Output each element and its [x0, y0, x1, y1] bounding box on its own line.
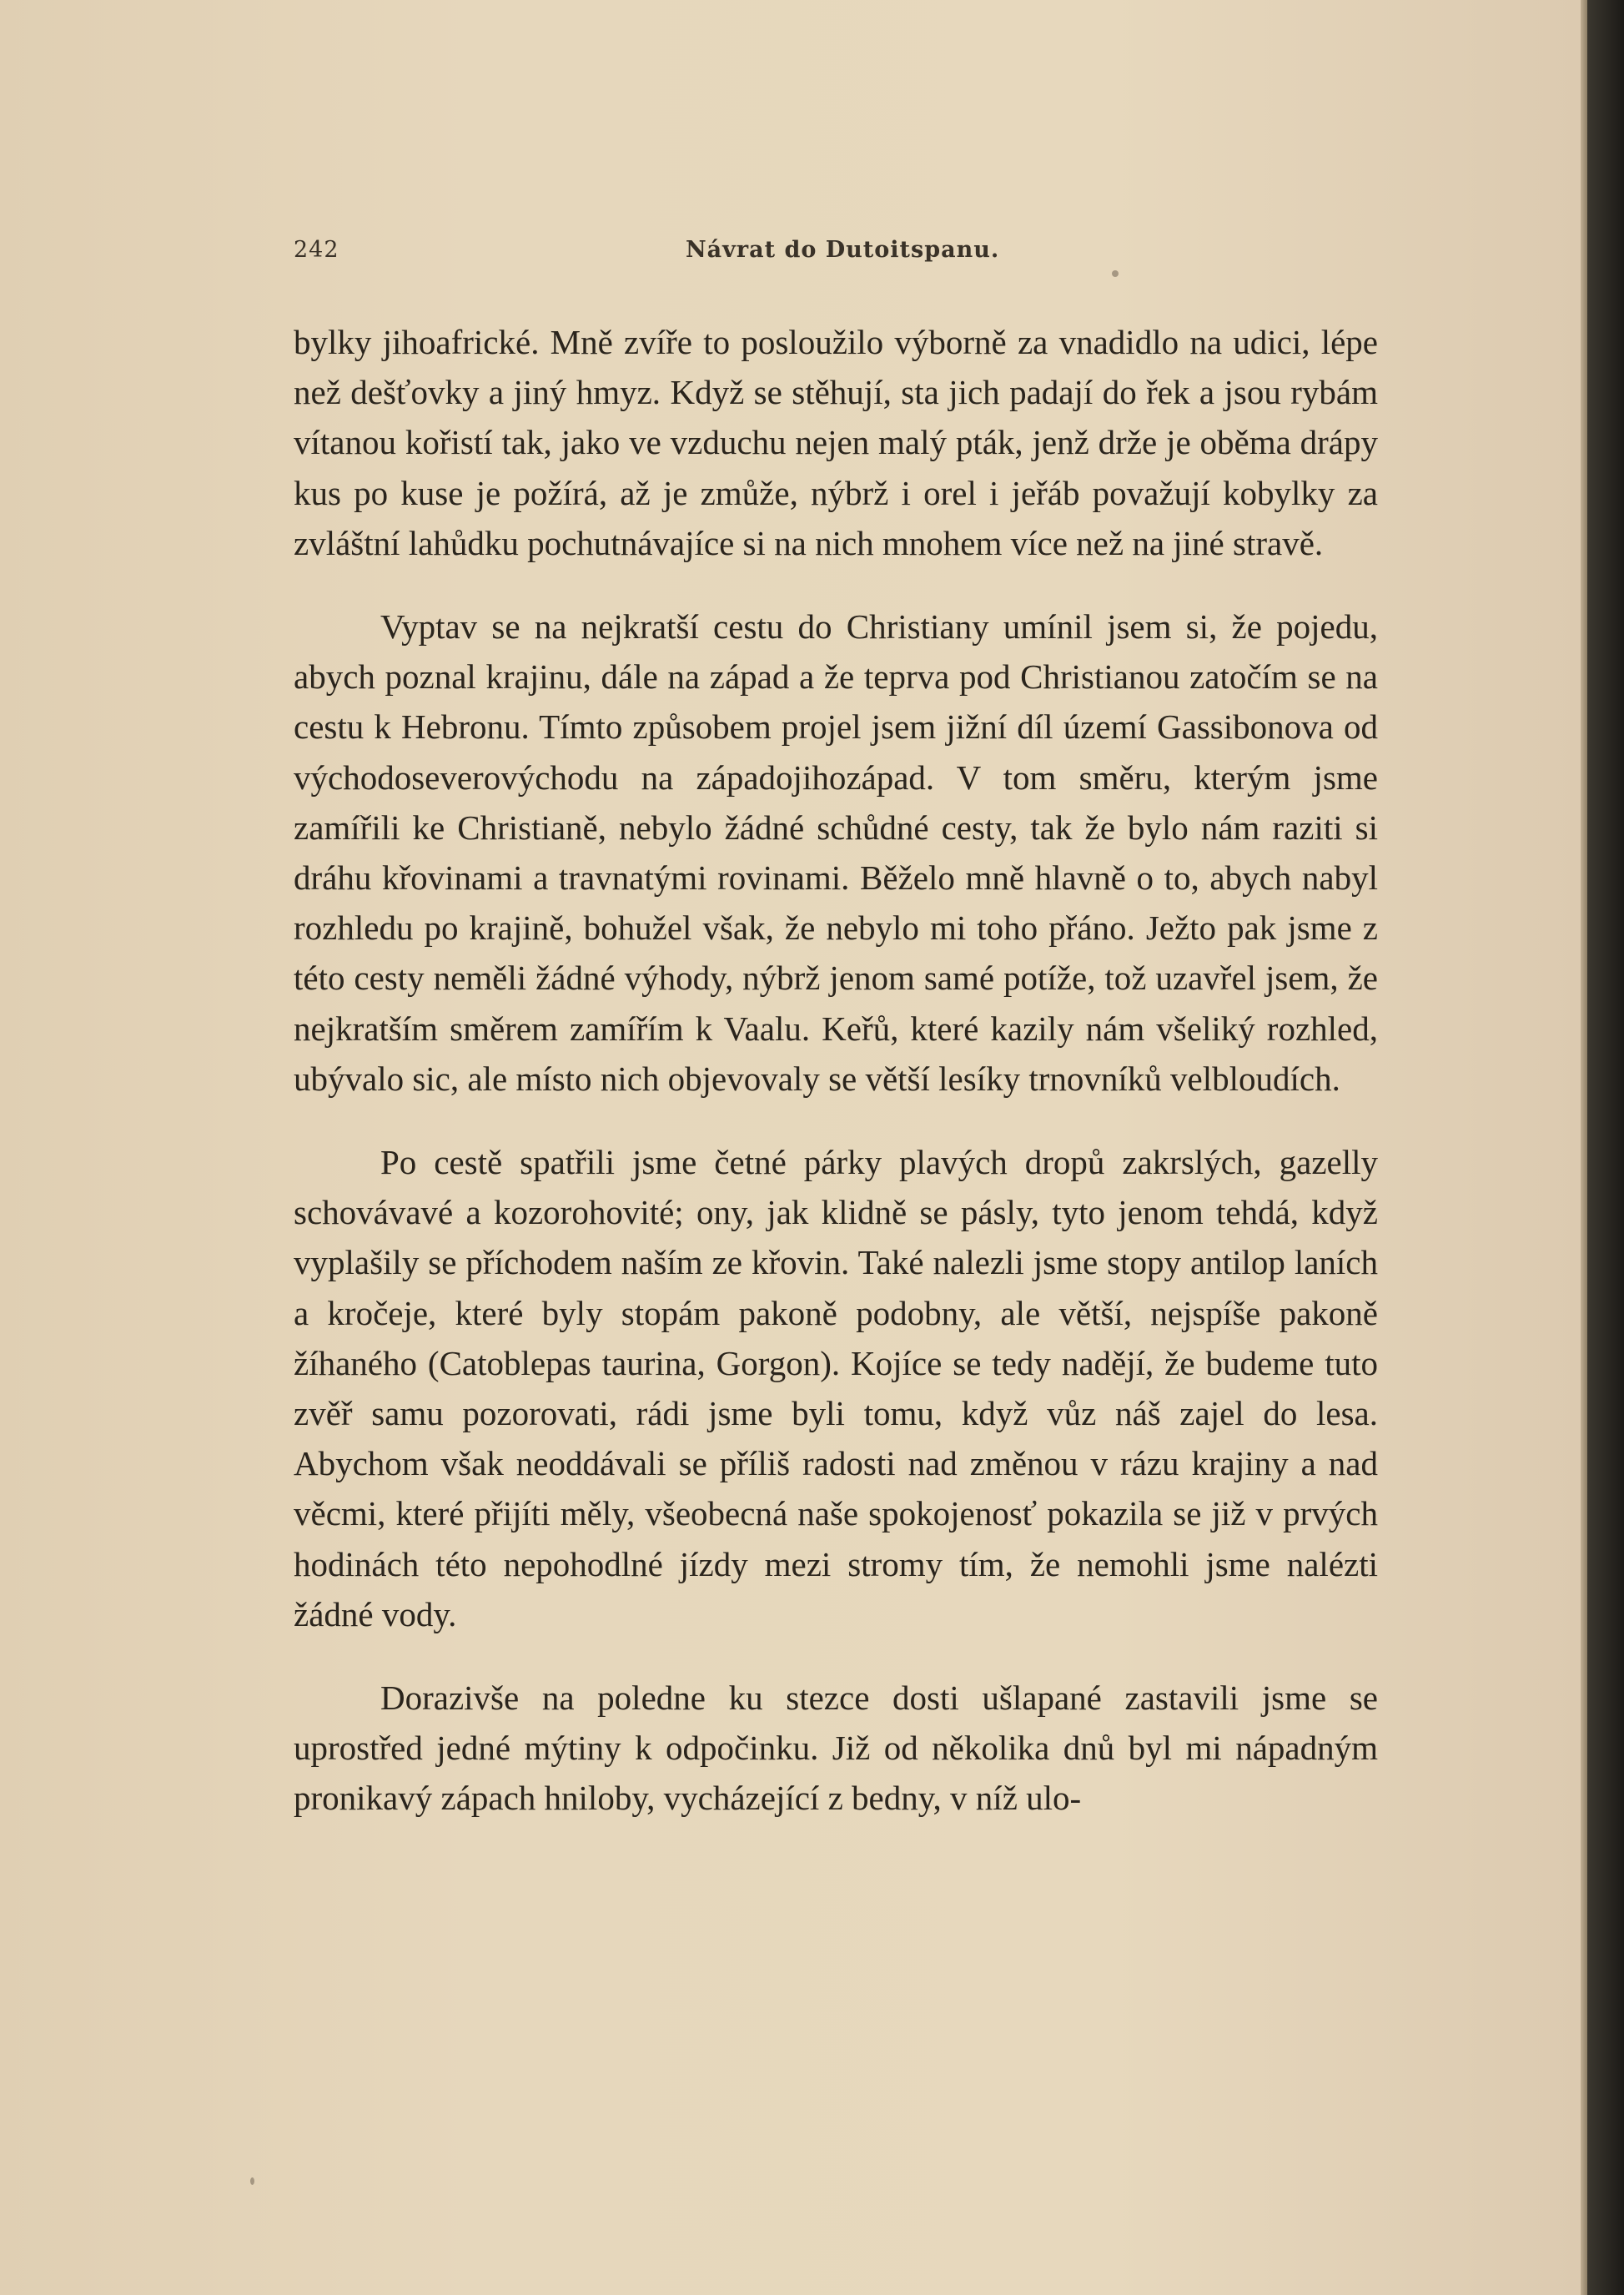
paragraph-2: Vyptav se na nejkratší cestu do Christiany umínil jsem si, že pojedu, abych poznal krajinu, dále na západ a že teprva pod Christianou zatočím se na cestu k Hebronu. Tímto způsobem projel jsem jižní díl území Gassibonova od východoseverovýchodu na západojihozápad. V tom směru, kterým jsme zamířili ke Christianě, nebylo žádné schůdné cesty, tak že bylo nám raziti si dráhu křovinami a travnatými rovinami. Běželo mně hlavně o to, abych nabyl rozhledu po krajině, bohužel však, že nebylo mi toho přáno. Ježto pak jsme z této cesty neměli žádné výhody, nýbrž jenom samé potíže, tož uzavřel jsem, že nejkratším směrem zamířím k Vaalu. Keřů, které kazily nám všeliký rozhled, ubývalo sic, ale místo nich objevovaly se větší lesíky trnovníků velbloudích.: [294, 607, 1378, 1098]
paragraph-4: Dorazivše na poledne ku stezce dosti ušlapané zastavili jsme se uprostřed jedné mýtiny k odpočinku. Již od několika dnů byl mi nápadným pronikavý zápach hniloby, vycházející z bedny, v níž ulo-: [294, 1678, 1378, 1818]
running-head: [294, 237, 1378, 270]
ink-speck: [1112, 270, 1119, 277]
page-edge: [1581, 0, 1587, 2295]
body-text: [294, 317, 1378, 1857]
paragraph-1: bylky jihoafrické. Mně zvíře to posloužilo výborně za vnadidlo na udici, lépe než dešťovky a jiný hmyz. Když se stěhují, sta jich padají do řek a jsou rybám vítanou kořistí tak, jako ve vzduchu nejen malý pták, jenž drže je oběma drápy kus po kuse je požírá, až je zmůže, nýbrž i orel i jeřáb považují kobylky za zvláštní lahůdku pochutnávajíce si na nich mnohem více než na jiné stravě.: [294, 323, 1378, 562]
ink-speck: [250, 2177, 254, 2185]
paragraph-3: Po cestě spatřili jsme četné párky plavých dropů zakrslých, gazelly schovávavé a kozorohovité; ony, jak klidně se pásly, tyto jenom tehdá, když vyplašily se příchodem naším ze křovin. Také nalezli jsme stopy antilop laních a kročeje, které byly stopám pakoně podobny, ale větší, nejspíše pakoně žíhaného (Catoblepas taurina, Gorgon). Kojíce se tedy nadějí, že budeme tuto zvěř samu pozorovati, rádi jsme byli tomu, když vůz náš zajel do lesa. Abychom však neoddávali se příliš radosti nad změnou v rázu krajiny a nad věcmi, které přijíti měly, všeobecná naše spokojenosť pokazila se již v prvých hodinách této nepohodlné jízdy mezi stromy tím, že nemohli jsme nalézti žádné vody.: [294, 1143, 1378, 1633]
page-number: 242: [294, 237, 339, 263]
running-title: Návrat do Dutoitspanu.: [686, 237, 1000, 263]
scan-background: [1587, 0, 1624, 2295]
